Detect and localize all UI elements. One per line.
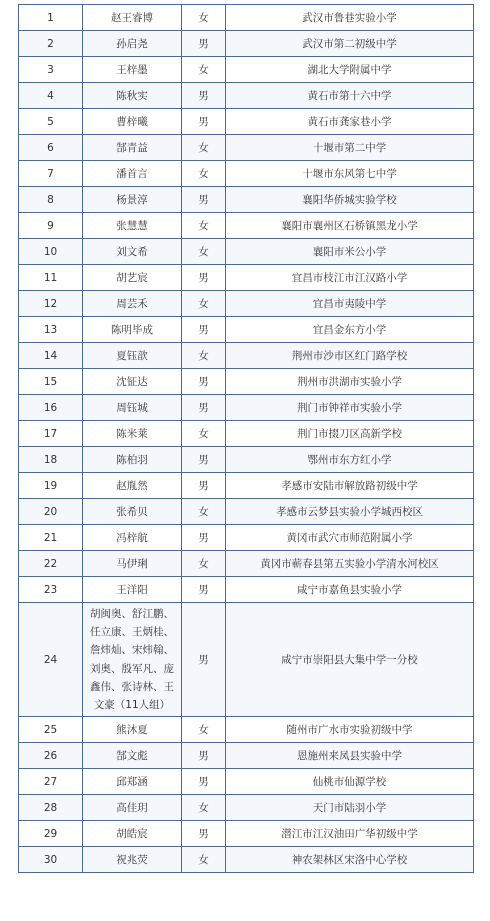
school-name-cell: 神农架林区宋洛中心学校 bbox=[226, 847, 474, 873]
gender-cell: 女 bbox=[182, 551, 226, 577]
school-name-cell: 湖北大学附属中学 bbox=[226, 57, 474, 83]
table-row bbox=[19, 743, 474, 769]
school-name-cell: 孝感市云梦县实验小学城西校区 bbox=[226, 499, 474, 525]
row-number-cell: 5 bbox=[19, 109, 83, 135]
school-name-cell: 武汉市鲁巷实验小学 bbox=[226, 5, 474, 31]
school-name-cell: 宜昌市夷陵中学 bbox=[226, 291, 474, 317]
row-number-cell: 13 bbox=[19, 317, 83, 343]
gender-cell: 男 bbox=[182, 369, 226, 395]
student-name-cell: 陈明毕成 bbox=[83, 317, 182, 343]
row-number-cell: 6 bbox=[19, 135, 83, 161]
gender-cell: 男 bbox=[182, 769, 226, 795]
row-number-cell: 24 bbox=[19, 603, 83, 717]
gender-cell: 女 bbox=[182, 291, 226, 317]
gender-cell: 男 bbox=[182, 265, 226, 291]
gender-cell: 男 bbox=[182, 109, 226, 135]
gender-cell: 女 bbox=[182, 717, 226, 743]
school-name-cell: 宜昌市枝江市江汉路小学 bbox=[226, 265, 474, 291]
row-number-cell: 17 bbox=[19, 421, 83, 447]
school-name-cell: 襄阳市襄州区石桥镇黑龙小学 bbox=[226, 213, 474, 239]
table-row bbox=[19, 447, 474, 473]
gender-cell: 男 bbox=[182, 83, 226, 109]
school-name-cell: 襄阳市米公小学 bbox=[226, 239, 474, 265]
school-name-cell: 黄石市龚家巷小学 bbox=[226, 109, 474, 135]
school-name-cell: 仙桃市仙源学校 bbox=[226, 769, 474, 795]
row-number-cell: 26 bbox=[19, 743, 83, 769]
row-number-cell: 3 bbox=[19, 57, 83, 83]
gender-cell: 男 bbox=[182, 525, 226, 551]
gender-cell: 女 bbox=[182, 847, 226, 873]
gender-cell: 男 bbox=[182, 577, 226, 603]
gender-cell: 男 bbox=[182, 603, 226, 717]
row-number-cell: 27 bbox=[19, 769, 83, 795]
table-row bbox=[19, 31, 474, 57]
student-name-cell: 陈秋实 bbox=[83, 83, 182, 109]
table-row bbox=[19, 57, 474, 83]
row-number-cell: 19 bbox=[19, 473, 83, 499]
student-name-cell: 冯梓航 bbox=[83, 525, 182, 551]
student-name-cell: 祝兆荧 bbox=[83, 847, 182, 873]
student-name-cell: 郜青益 bbox=[83, 135, 182, 161]
table-row bbox=[19, 369, 474, 395]
gender-cell: 男 bbox=[182, 821, 226, 847]
table-row bbox=[19, 5, 474, 31]
row-number-cell: 15 bbox=[19, 369, 83, 395]
row-number-cell: 10 bbox=[19, 239, 83, 265]
student-name-cell: 马伊琍 bbox=[83, 551, 182, 577]
gender-cell: 女 bbox=[182, 57, 226, 83]
student-name-cell: 夏钰歆 bbox=[83, 343, 182, 369]
row-number-cell: 20 bbox=[19, 499, 83, 525]
student-name-cell: 张慧慧 bbox=[83, 213, 182, 239]
student-name-cell: 陈柏羽 bbox=[83, 447, 182, 473]
gender-cell: 男 bbox=[182, 317, 226, 343]
row-number-cell: 28 bbox=[19, 795, 83, 821]
student-name-cell: 胡艺宸 bbox=[83, 265, 182, 291]
row-number-cell: 25 bbox=[19, 717, 83, 743]
school-name-cell: 黄石市第十六中学 bbox=[226, 83, 474, 109]
table-row bbox=[19, 317, 474, 343]
table-row bbox=[19, 821, 474, 847]
gender-cell: 女 bbox=[182, 161, 226, 187]
table-row bbox=[19, 499, 474, 525]
row-number-cell: 18 bbox=[19, 447, 83, 473]
row-number-cell: 7 bbox=[19, 161, 83, 187]
roster-table bbox=[18, 4, 474, 873]
gender-cell: 男 bbox=[182, 395, 226, 421]
roster-body bbox=[19, 5, 474, 873]
school-name-cell: 十堰市东风第七中学 bbox=[226, 161, 474, 187]
school-name-cell: 襄阳华侨城实验学校 bbox=[226, 187, 474, 213]
school-name-cell: 潜江市江汉油田广华初级中学 bbox=[226, 821, 474, 847]
row-number-cell: 29 bbox=[19, 821, 83, 847]
gender-cell: 女 bbox=[182, 213, 226, 239]
school-name-cell: 恩施州来凤县实验中学 bbox=[226, 743, 474, 769]
student-name-cell: 刘文希 bbox=[83, 239, 182, 265]
table-row bbox=[19, 577, 474, 603]
student-name-cell: 周芸禾 bbox=[83, 291, 182, 317]
row-number-cell: 1 bbox=[19, 5, 83, 31]
school-name-cell: 宜昌金东方小学 bbox=[226, 317, 474, 343]
gender-cell: 男 bbox=[182, 473, 226, 499]
table-row bbox=[19, 161, 474, 187]
table-row bbox=[19, 525, 474, 551]
school-name-cell: 荆门市掇刀区高新学校 bbox=[226, 421, 474, 447]
student-name-cell: 潘首言 bbox=[83, 161, 182, 187]
gender-cell: 男 bbox=[182, 31, 226, 57]
student-name-cell: 邱郑涵 bbox=[83, 769, 182, 795]
gender-cell: 女 bbox=[182, 421, 226, 447]
table-row bbox=[19, 187, 474, 213]
row-number-cell: 23 bbox=[19, 577, 83, 603]
row-number-cell: 22 bbox=[19, 551, 83, 577]
table-row bbox=[19, 847, 474, 873]
gender-cell: 女 bbox=[182, 499, 226, 525]
table-row bbox=[19, 769, 474, 795]
school-name-cell: 咸宁市崇阳县大集中学一分校 bbox=[226, 603, 474, 717]
gender-cell: 男 bbox=[182, 187, 226, 213]
table-row bbox=[19, 603, 474, 717]
school-name-cell: 荆州市沙市区红门路学校 bbox=[226, 343, 474, 369]
gender-cell: 女 bbox=[182, 239, 226, 265]
gender-cell: 女 bbox=[182, 795, 226, 821]
student-name-cell: 高佳玥 bbox=[83, 795, 182, 821]
table-row bbox=[19, 83, 474, 109]
row-number-cell: 2 bbox=[19, 31, 83, 57]
table-row bbox=[19, 343, 474, 369]
student-name-cell: 熊沐夏 bbox=[83, 717, 182, 743]
student-name-cell: 胡闽奥、舒江鹏、任立康、王炳桂、詹炜灿、宋炜翰、刘奥、殷军凡、庞鑫伟、张诗林、王文豪（11人组） bbox=[83, 603, 182, 717]
row-number-cell: 21 bbox=[19, 525, 83, 551]
student-name-cell: 沈钲达 bbox=[83, 369, 182, 395]
student-name-cell: 赵王睿博 bbox=[83, 5, 182, 31]
school-name-cell: 孝感市安陆市解放路初级中学 bbox=[226, 473, 474, 499]
student-name-cell: 孙启尧 bbox=[83, 31, 182, 57]
row-number-cell: 12 bbox=[19, 291, 83, 317]
student-name-cell: 陈米莱 bbox=[83, 421, 182, 447]
row-number-cell: 11 bbox=[19, 265, 83, 291]
student-name-cell: 杨景淳 bbox=[83, 187, 182, 213]
school-name-cell: 随州市广水市实验初级中学 bbox=[226, 717, 474, 743]
table-row bbox=[19, 109, 474, 135]
row-number-cell: 8 bbox=[19, 187, 83, 213]
table-row bbox=[19, 717, 474, 743]
row-number-cell: 30 bbox=[19, 847, 83, 873]
student-name-cell: 周钰城 bbox=[83, 395, 182, 421]
table-row bbox=[19, 291, 474, 317]
school-name-cell: 十堰市第二中学 bbox=[226, 135, 474, 161]
row-number-cell: 9 bbox=[19, 213, 83, 239]
row-number-cell: 4 bbox=[19, 83, 83, 109]
school-name-cell: 荆州市洪湖市实验小学 bbox=[226, 369, 474, 395]
gender-cell: 女 bbox=[182, 343, 226, 369]
gender-cell: 男 bbox=[182, 447, 226, 473]
school-name-cell: 咸宁市嘉鱼县实验小学 bbox=[226, 577, 474, 603]
student-name-cell: 王梓墨 bbox=[83, 57, 182, 83]
student-name-cell: 胡皓宸 bbox=[83, 821, 182, 847]
student-name-cell: 张希贝 bbox=[83, 499, 182, 525]
table-row bbox=[19, 795, 474, 821]
table-row bbox=[19, 421, 474, 447]
student-name-cell: 郜文彪 bbox=[83, 743, 182, 769]
school-name-cell: 黄冈市武穴市师范附属小学 bbox=[226, 525, 474, 551]
table-row bbox=[19, 265, 474, 291]
school-name-cell: 荆门市钟祥市实验小学 bbox=[226, 395, 474, 421]
student-name-cell: 王洋阳 bbox=[83, 577, 182, 603]
student-name-cell: 赵胤然 bbox=[83, 473, 182, 499]
table-row bbox=[19, 395, 474, 421]
table-row bbox=[19, 135, 474, 161]
row-number-cell: 16 bbox=[19, 395, 83, 421]
table-row bbox=[19, 551, 474, 577]
table-row bbox=[19, 473, 474, 499]
row-number-cell: 14 bbox=[19, 343, 83, 369]
gender-cell: 女 bbox=[182, 135, 226, 161]
school-name-cell: 黄冈市蕲春县第五实验小学清水河校区 bbox=[226, 551, 474, 577]
school-name-cell: 天门市陆羽小学 bbox=[226, 795, 474, 821]
school-name-cell: 武汉市第二初级中学 bbox=[226, 31, 474, 57]
gender-cell: 男 bbox=[182, 743, 226, 769]
student-name-cell: 曹梓曦 bbox=[83, 109, 182, 135]
school-name-cell: 鄂州市东方红小学 bbox=[226, 447, 474, 473]
table-row bbox=[19, 213, 474, 239]
table-row bbox=[19, 239, 474, 265]
gender-cell: 女 bbox=[182, 5, 226, 31]
